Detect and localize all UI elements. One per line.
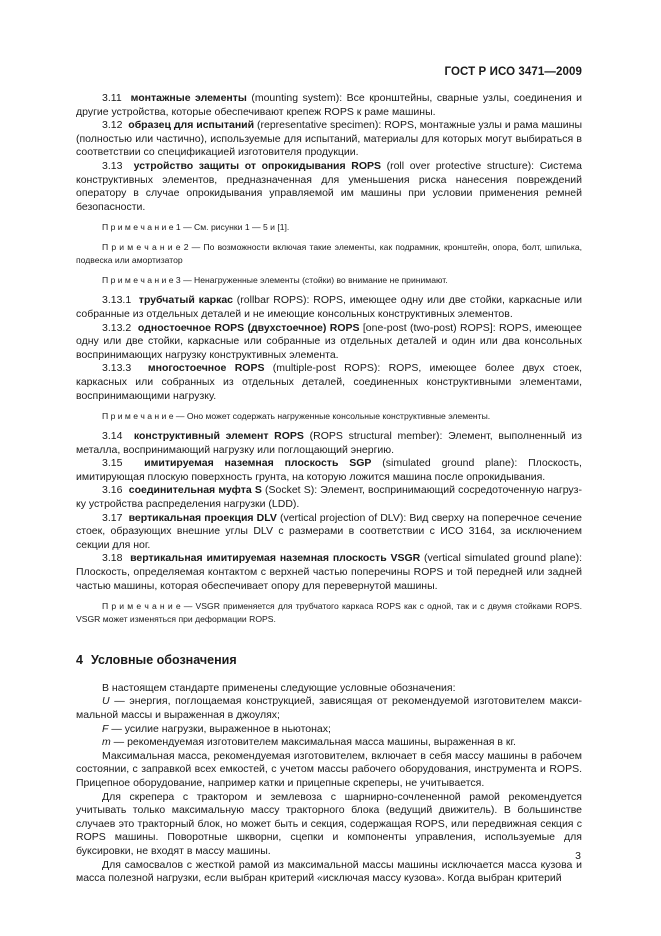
- clause-number: 3.13: [102, 159, 123, 172]
- clause-term: вертикальная проекция DLV: [128, 511, 277, 524]
- note-4: [76, 410, 582, 423]
- clause-text: (simulated ground plane): Плоскость, имитирующая плоскую поверхность грунта, на которую ложится машина после опрокидывания.: [76, 457, 582, 483]
- clause-term: многостоечное ROPS: [147, 362, 265, 375]
- clause-number: 3.17: [102, 511, 123, 524]
- paragraph-max-mass: Максимальная масса, рекомендуемая изготовителем, включает в себя массу машины в рабочем состоянии, с заправкой всех емкостей, с учетом массы рабочего оборудования, инструмента и ROPS. Прицепное оборудование, например катки и прицепные скреперы, не учитывается.: [76, 749, 582, 789]
- clause-term: образец для испытаний: [128, 119, 255, 132]
- clause-3-13-3: [76, 362, 582, 403]
- symbol-definition: — усилие нагрузки, выраженное в ньютонах;: [108, 722, 331, 735]
- clause-text: (multiple-post ROPS): ROPS, имеющее более двух стоек, каркасных или собранных из отдельных деталей, соединенных конструктивными элементами, воспринимающими нагрузку.: [76, 362, 582, 402]
- clause-3-17: [76, 512, 582, 553]
- clause-term: устройство защиты от опрокидывания ROPS: [133, 159, 381, 172]
- clause-term: соединительная муфта S: [128, 484, 262, 497]
- document-body: [76, 92, 582, 886]
- clause-3-18: [76, 552, 582, 593]
- clause-text: (rollbar ROPS): ROPS, имеющее одну или две стойки, каркасные или собранные из отдельных деталей и не имеющие консольных конструктивных элементов.: [76, 294, 582, 320]
- note-label: П р и м е ч а н и е: [102, 411, 174, 422]
- clause-3-13-2: [76, 322, 582, 363]
- clause-text: (mounting system): Все кронштейны, сварные узлы, соединения и другие устройства, которые обеспечивают крепеж ROPS к раме машины.: [76, 92, 582, 118]
- section-4-heading: [76, 654, 582, 668]
- document-header: ГОСТ Р ИСО 3471—2009: [444, 66, 582, 78]
- clause-number: 3.16: [102, 484, 123, 497]
- clause-number: 3.12: [102, 119, 123, 132]
- section-4-intro: В настоящем стандарте применены следующие условные обозначения:: [102, 681, 456, 694]
- clause-number: 3.13.3: [102, 362, 132, 375]
- clause-term: трубчатый каркас: [138, 294, 234, 307]
- clause-number: 3.18: [102, 552, 123, 565]
- clause-number: 3.11: [102, 92, 122, 104]
- paragraph-dump-trucks: Для самосвалов с жесткой рамой из максимальной массы машины исключается масса кузова и масса полезной нагрузки, если выбран критерий «исключая массу кузова». Когда выбран критерий: [76, 858, 582, 885]
- note-text: — Ненагруженные элементы (стойки) во внимание не принимают.: [180, 275, 448, 286]
- clause-term: имитируемая наземная плоскость SGP: [144, 457, 372, 470]
- clause-text: [one-post (two-post) ROPS]: ROPS, имеющее одну или две стойки, каркасные или собранные из отдельных деталей и один или два консольных воспринимающих нагрузку конструктивных элемента.: [76, 321, 583, 361]
- symbol-u: [76, 695, 582, 722]
- symbol: F: [102, 722, 109, 735]
- symbol: U: [102, 695, 110, 708]
- section-number: 4: [76, 653, 83, 668]
- clause-text: (vertical projection of DLV): Вид сверху на поперечное сечение стоек, образующих внешние углы DLV с размерами в соответствии с ИСО 3164, за исключением секции для ног.: [76, 511, 582, 551]
- clause-text: (ROPS structural member): Элемент, выполненный из металла, воспринимающий нагрузку или поглощающий энергию.: [76, 430, 582, 456]
- note-label: П р и м е ч а н и е 2: [102, 242, 189, 253]
- section-title: Условные обозначения: [90, 653, 237, 668]
- note-2: [76, 241, 582, 267]
- clause-text: (roll over protective structure): Система конструктивных элементов, предназначенная для уменьшения риска нанесения повреждений оператору в случае опрокидывания управляемой им машины при условии применения ремней безопасности.: [76, 159, 582, 213]
- clause-term: монтажные элементы: [130, 92, 247, 104]
- symbol-m: [76, 736, 582, 750]
- note-label: П р и м е ч а н и е 1: [102, 222, 181, 233]
- note-3: [76, 274, 582, 287]
- clause-term: вертикальная имитируемая наземная плоскость VSGR: [130, 552, 421, 565]
- note-text: — См. рисунки 1 — 5 и [1].: [180, 222, 290, 233]
- note-text: — VSGR применяется для трубчатого каркаса ROPS как с одной, так и с двумя стойками ROPS. VSGR может изменяться при деформации ROPS.: [76, 601, 583, 625]
- clause-number: 3.13.2: [102, 321, 132, 334]
- note-5: [76, 600, 582, 626]
- clause-text: (vertical simulated ground plane): Плоскость, определяемая контактом с верхней частью поперечины ROPS и той передней или задней частью машины, которая обеспечивает опору для перевернутой машины.: [76, 552, 583, 592]
- clause-3-16: [76, 484, 582, 511]
- symbol-definition: — энергия, поглощаемая конструкцией, зависящая от рекомендуемой изготовителем максимальной массы и выраженная в джоулях;: [76, 695, 582, 721]
- clause-3-13: [76, 160, 582, 214]
- symbol-f: [76, 723, 582, 737]
- clause-3-11: [76, 92, 582, 119]
- note-1: [76, 221, 582, 234]
- clause-3-15: [76, 457, 582, 484]
- clause-number: 3.15: [102, 457, 123, 470]
- clause-3-12: [76, 119, 582, 160]
- note-text: — Оно может содержать нагруженные консольные конструктивные элементы.: [173, 411, 491, 422]
- note-label: П р и м е ч а н и е: [102, 601, 181, 612]
- clause-3-13-1: [76, 294, 582, 321]
- symbol-definition: — рекомендуемая изготовителем максимальная масса машины, выраженная в кг.: [110, 736, 516, 749]
- note-label: П р и м е ч а н и е 3: [102, 275, 181, 286]
- clause-number: 3.13.1: [102, 294, 132, 307]
- clause-number: 3.14: [102, 430, 123, 443]
- clause-text: (Socket S): Элемент, воспринимающий сосредоточенную нагрузку устройства распределения нагрузки (LDD).: [76, 484, 582, 511]
- page-number: 3: [575, 850, 581, 862]
- clause-3-14: [76, 430, 582, 457]
- note-text: — По возможности включая такие элементы, как подрамник, кронштейн, опора, болт, шпилька, подвеска или амортизатор: [76, 242, 583, 266]
- clause-term: конструктивный элемент ROPS: [133, 430, 304, 443]
- clause-term: одностоечное ROPS (двухстоечное) ROPS: [137, 321, 360, 334]
- symbol: m: [102, 736, 111, 749]
- paragraph-scraper: Для скрепера с трактором и землевоза с шарнирно-сочлененной рамой рекомендуется учитывать только максимальную массу тракторного блока (ведущий движитель). В большинстве случаев это тракторный блок, но может быть и секция, содержащая ROPS, или передвижная секция с ROPS машины. Поворотные шкворни, сцепки и компоненты управления, используемые для буксировки, не входят в массу машины.: [76, 790, 582, 857]
- clause-text: (representative specimen): ROPS, монтажные узлы и рама машины (полностью или частично), используемые для испытаний, материалы для которых могут выбираться в соответствии со спецификацией изготовителя продукции.: [76, 119, 582, 159]
